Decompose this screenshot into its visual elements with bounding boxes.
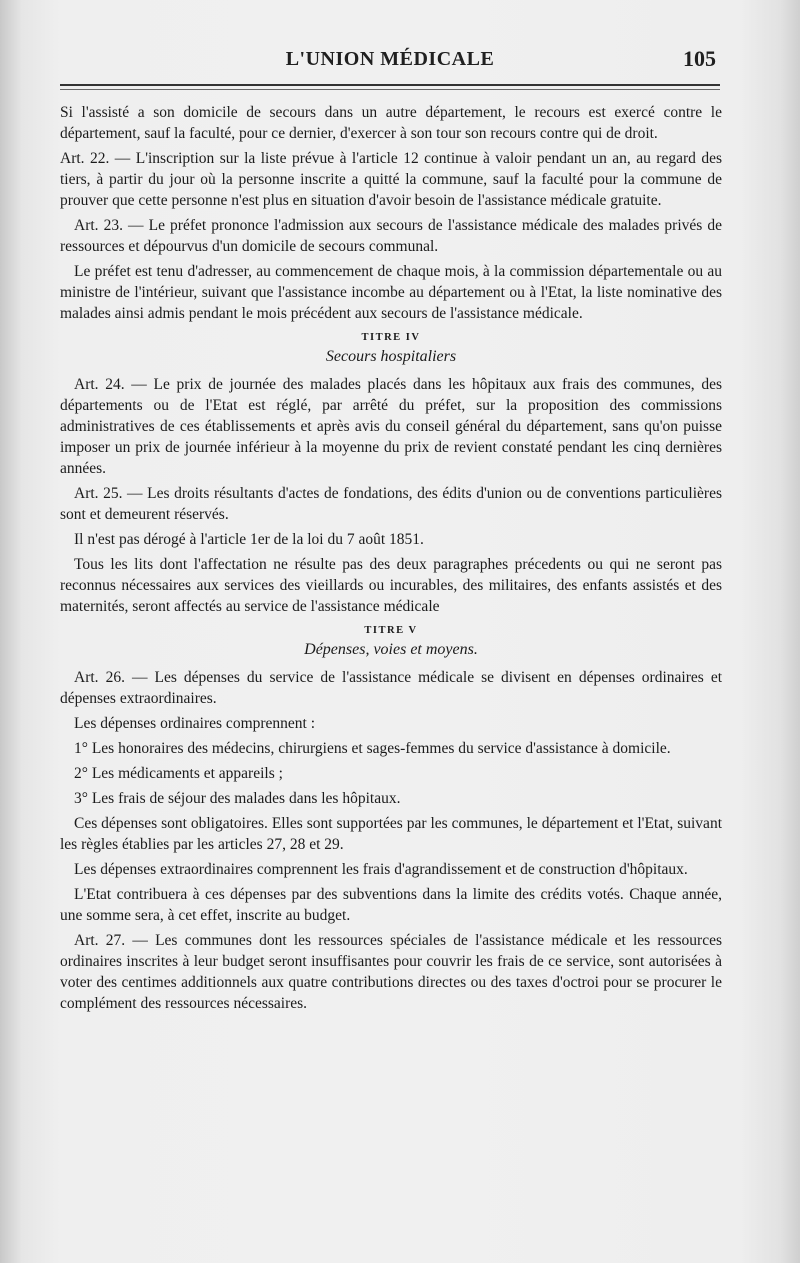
paragraph: L'Etat contribuera à ces dépenses par des subventions dans la limite des crédits votés. Chaque année, une somme sera, à cet effet, inscrite au budget.	[60, 886, 722, 924]
paragraph: Le préfet est tenu d'adresser, au commencement de chaque mois, à la commission départementale ou au ministre de l'intérieur, suivant que l'assistance incombe au département ou à l'Etat, la liste nominative des malades ainsi admis pendant le mois précédent aux secours de l'assistance médicale.	[60, 263, 722, 322]
paragraph: Les dépenses ordinaires comprennent :	[74, 715, 316, 732]
paragraph: Il n'est pas dérogé à l'article 1er de la loi du 7 août 1851.	[74, 531, 424, 548]
article-25: Art. 25. — Les droits résultants d'actes de fondations, des édits d'union ou de conventions particulières sont et demeurent réservés.	[60, 485, 722, 523]
paragraph: Les dépenses extraordinaires comprennent les frais d'agrandissement et de construction d'hôpitaux.	[74, 861, 688, 878]
paragraph: Si l'assisté a son domicile de secours dans un autre département, le recours est exercé contre le département, sauf la faculté, pour ce dernier, d'exercer à son tour son recours contre qui de droit.	[60, 104, 722, 142]
section-title-iv	[60, 330, 722, 368]
body-text	[60, 102, 722, 1018]
section-label: TITRE IV	[361, 332, 421, 343]
article-27: Art. 27. — Les communes dont les ressources spéciales de l'assistance médicale et les ressources ordinaires inscrites à leur budget seront insuffisantes pour couvrir les frais de ce service, sont autorisées à voter des centimes additionnels aux quatre contributions directes ou des taxes d'octroi pour se procurer le complément des ressources nécessaires.	[60, 932, 722, 1012]
list-item: 1° Les honoraires des médecins, chirurgiens et sages-femmes du service d'assistance à domicile.	[74, 740, 671, 757]
list-item: 2° Les médicaments et appareils ;	[74, 765, 283, 782]
paragraph: Tous les lits dont l'affectation ne résulte pas des deux paragraphes précedents ou qui ne seront pas reconnus nécessaires aux services des vieillards ou incurables, des militaires, des enfants assistés et des maternités, seront affectés au service de l'assistance médicale	[60, 556, 722, 615]
list-item: 3° Les frais de séjour des malades dans les hôpitaux.	[74, 790, 401, 807]
page-number: 105	[683, 46, 716, 71]
article-23: Art. 23. — Le préfet prononce l'admission aux secours de l'assistance médicale des malades privés de ressources et dépourvus d'un domicile de secours communal.	[60, 217, 722, 255]
header-rule	[60, 84, 720, 86]
running-title: L'UNION MÉDICALE	[285, 48, 495, 70]
article-22: Art. 22. — L'inscription sur la liste prévue à l'article 12 continue à valoir pendant un an, au regard des tiers, à partir du jour où la personne inscrite a quitté la commune, sauf la faculté pour la commune de prouver que cette personne n'est plus en situation d'avoir besoin de l'assistance médicale gratuite.	[60, 150, 722, 209]
article-26: Art. 26. — Les dépenses du service de l'assistance médicale se divisent en dépenses ordinaires et dépenses extraordinaires.	[60, 669, 722, 707]
section-label: TITRE V	[364, 625, 418, 636]
section-title-v	[60, 623, 722, 661]
article-24: Art. 24. — Le prix de journée des malades placés dans les hôpitaux aux frais des communes, des départements ou de l'Etat est réglé, par arrêté du préfet, sur la proposition des commissions administratives de ces établissements et après avis du conseil général du département, sans qu'on puisse imposer un prix de journée inférieur à la moyenne du prix de revient constaté pendant les cinq dernières années.	[60, 376, 722, 477]
section-subtitle: Secours hospitaliers	[325, 348, 457, 365]
page-header	[62, 44, 718, 80]
section-subtitle: Dépenses, voies et moyens.	[304, 641, 478, 658]
header-rule-thin	[60, 89, 720, 90]
paragraph: Ces dépenses sont obligatoires. Elles sont supportées par les communes, le département et l'Etat, suivant les règles établies par les articles 27, 28 et 29.	[60, 815, 722, 853]
